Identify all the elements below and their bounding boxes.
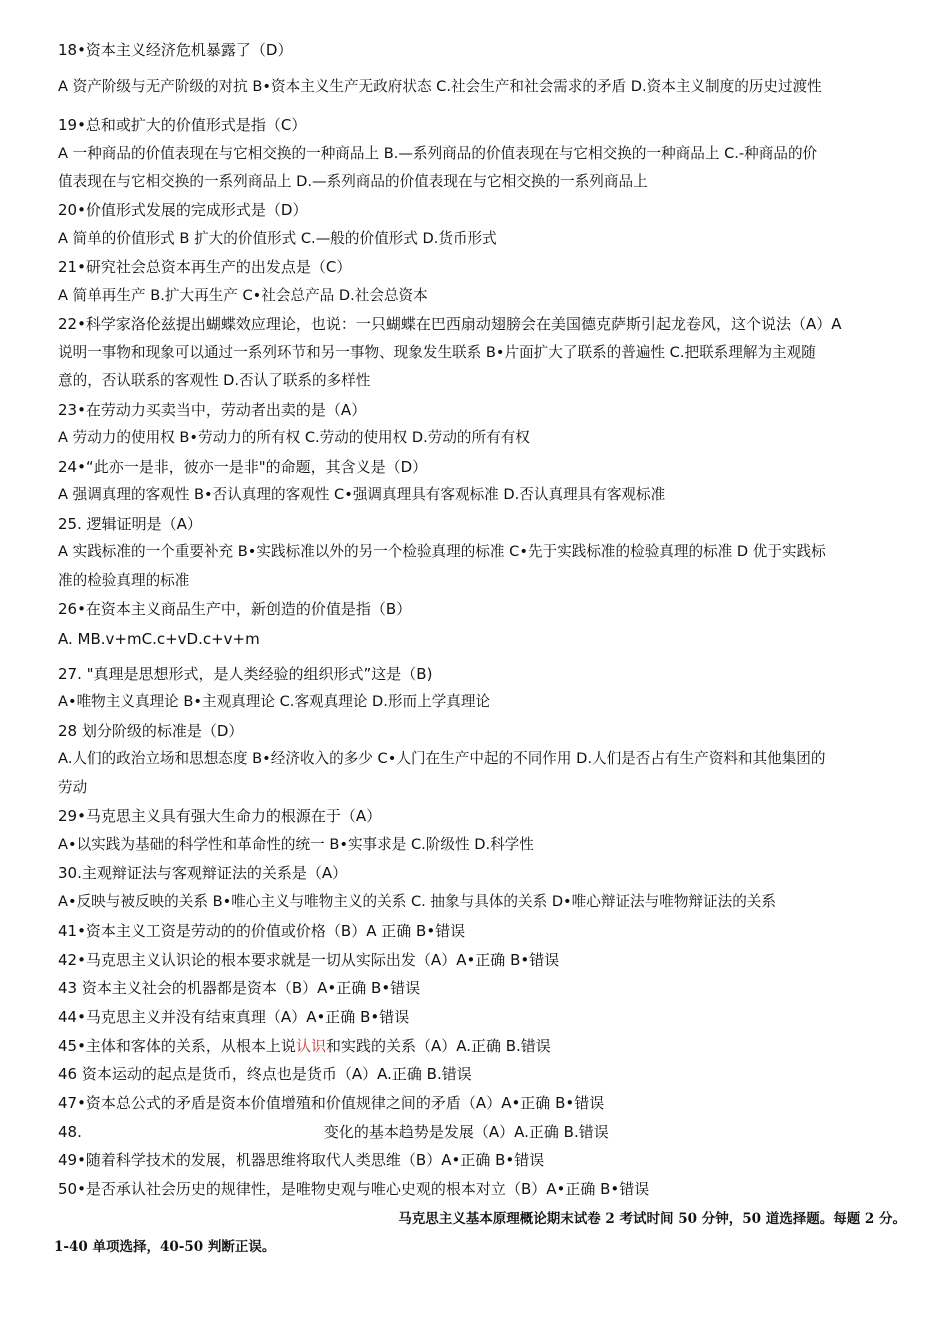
options-25-line2: 准的检验真理的标准 xyxy=(58,572,190,589)
options-24: A 强调真理的客观性 B•否认真理的客观性 C•强调真理具有客观标准 D.否认真理具有客观标准 xyxy=(58,486,666,503)
options-25-line1: A 实践标准的一个重要补充 B•实践标准以外的另一个检验真理的标准 C•先于实践标准的检验真理的标准 D 优于实践标 xyxy=(58,543,826,560)
options-18: A 资产阶级与无产阶级的对抗 B•资本主义生产无政府状态 C.社会生产和社会需求的矛盾 D.资本主义制度的历史过渡性 xyxy=(58,78,822,95)
options-27: A•唯物主义真理论 B•主观真理论 C.客观真理论 D.形而上学真理论 xyxy=(58,693,491,710)
question-48-number: 48. xyxy=(58,1123,82,1141)
options-29: A•以实践为基础的科学性和革命性的统一 B•实事求是 C.阶级性 D.科学性 xyxy=(58,836,534,853)
question-47: 47•资本总公式的矛盾是资本价值增殖和价值规律之间的矛盾（A）A•正确 B•错误 xyxy=(58,1094,605,1112)
question-29: 29•马克思主义具有强大生命力的根源在于（A） xyxy=(58,807,382,825)
question-26: 26•在资本主义商品生产中，新创造的价值是指（B） xyxy=(58,600,412,618)
question-21: 21•研究社会总资本再生产的出发点是（C） xyxy=(58,258,352,276)
question-43: 43 资本主义社会的机器都是资本（B）A•正确 B•错误 xyxy=(58,979,421,997)
options-28-line2: 劳动 xyxy=(58,779,88,796)
question-44: 44•马克思主义并没有结束真理（A）A•正确 B•错误 xyxy=(58,1008,410,1026)
question-45-highlight: 认识 xyxy=(295,1037,326,1055)
question-25: 25. 逻辑证明是（A） xyxy=(58,515,202,533)
question-45-text-before: 45•主体和客体的关系，从根本上说 xyxy=(58,1037,296,1055)
question-41: 41•资本主义工资是劳动的的价值或价格（B）A 正确 B•错误 xyxy=(58,922,466,940)
options-22-line1: 说明一事物和现象可以通过一系列环节和另一事物、现象发生联系 B•片面扩大了联系的普遍性 C.把联系理解为主观随 xyxy=(58,344,816,361)
question-30: 30.主观辩证法与客观辩证法的关系是（A） xyxy=(58,864,348,882)
options-23: A 劳动力的使用权 B•劳动力的所有权 C.劳动的使用权 D.劳动的所有有权 xyxy=(58,429,530,446)
options-20: A 简单的价值形式 B 扩大的价值形式 C.—般的价值形式 D.货币形式 xyxy=(58,230,497,247)
question-49: 49•随着科学技术的发展，机器思维将取代人类思维（B）A•正确 B•错误 xyxy=(58,1151,545,1169)
question-24: 24•“此亦一是非，彼亦一是非"的命题，其含义是（D） xyxy=(58,458,428,476)
options-30: A•反映与被反映的关系 B•唯心主义与唯物主义的关系 C. 抽象与具体的关系 D•唯心辩证法与唯物辩证法的关系 xyxy=(58,893,776,910)
options-21: A 简单再生产 B.扩大再生产 C•社会总产品 D.社会总资本 xyxy=(58,287,428,304)
options-22-line2: 意的，否认联系的客观性 D.否认了联系的多样性 xyxy=(58,372,371,389)
question-42: 42•马克思主义认识论的根本要求就是一切从实际出发（A）A•正确 B•错误 xyxy=(58,951,560,969)
options-28-line1: A.人们的政治立场和思想态度 B•经济收入的多少 C•人门在生产中起的不同作用 D.人们是否占有生产资料和其他集团的 xyxy=(58,750,826,767)
question-48 xyxy=(58,1118,908,1146)
options-26: A. MB.v+mC.c+vD.c+v+m xyxy=(58,630,260,648)
question-45-text-after: 和实践的关系（A）A.正确 B.错误 xyxy=(325,1037,551,1055)
options-19-line1: A 一种商品的价值表现在与它相交换的一种商品上 B.—系列商品的价值表现在与它相交换的一种商品上 C.-种商品的价 xyxy=(58,145,818,162)
exam-header-line2: 1-40 单项选择，40-50 判断正误。 xyxy=(54,1239,276,1255)
question-23: 23•在劳动力买卖当中，劳动者出卖的是（A） xyxy=(58,401,367,419)
exam-header-line1: 马克思主义基本原理概论期末试卷 2 考试时间 50 分钟，50 道选择题。每题 2 分。 xyxy=(398,1211,906,1227)
question-45 xyxy=(58,1032,908,1060)
options-19-line2: 值表现在与它相交换的一系列商品上 D.—系列商品的价值表现在与它相交换的一系列商品上 xyxy=(58,173,648,190)
question-18: 18•资本主义经济危机暴露了（D） xyxy=(58,41,293,59)
question-22: 22•科学家洛伦兹提出蝴蝶效应理论，也说：一只蝴蝶在巴西扇动翅膀会在美国德克萨斯引起龙卷风，这个说法（A）A xyxy=(58,315,842,333)
question-27: 27. "真理是思想形式，是人类经验的组织形式”这是（B) xyxy=(58,665,433,683)
question-50: 50•是否承认社会历史的规律性，是唯物史观与唯心史观的根本对立（B）A•正确 B•错误 xyxy=(58,1180,650,1198)
question-20: 20•价值形式发展的完成形式是（D） xyxy=(58,201,308,219)
question-48-text: 变化的基本趋势是发展（A）A.正确 B.错误 xyxy=(323,1123,609,1141)
question-28: 28 划分阶级的标准是（D） xyxy=(58,722,244,740)
question-19: 19•总和或扩大的价值形式是指（C） xyxy=(58,116,307,134)
question-46: 46 资本运动的起点是货币，终点也是货币（A）A.正确 B.错误 xyxy=(58,1065,472,1083)
